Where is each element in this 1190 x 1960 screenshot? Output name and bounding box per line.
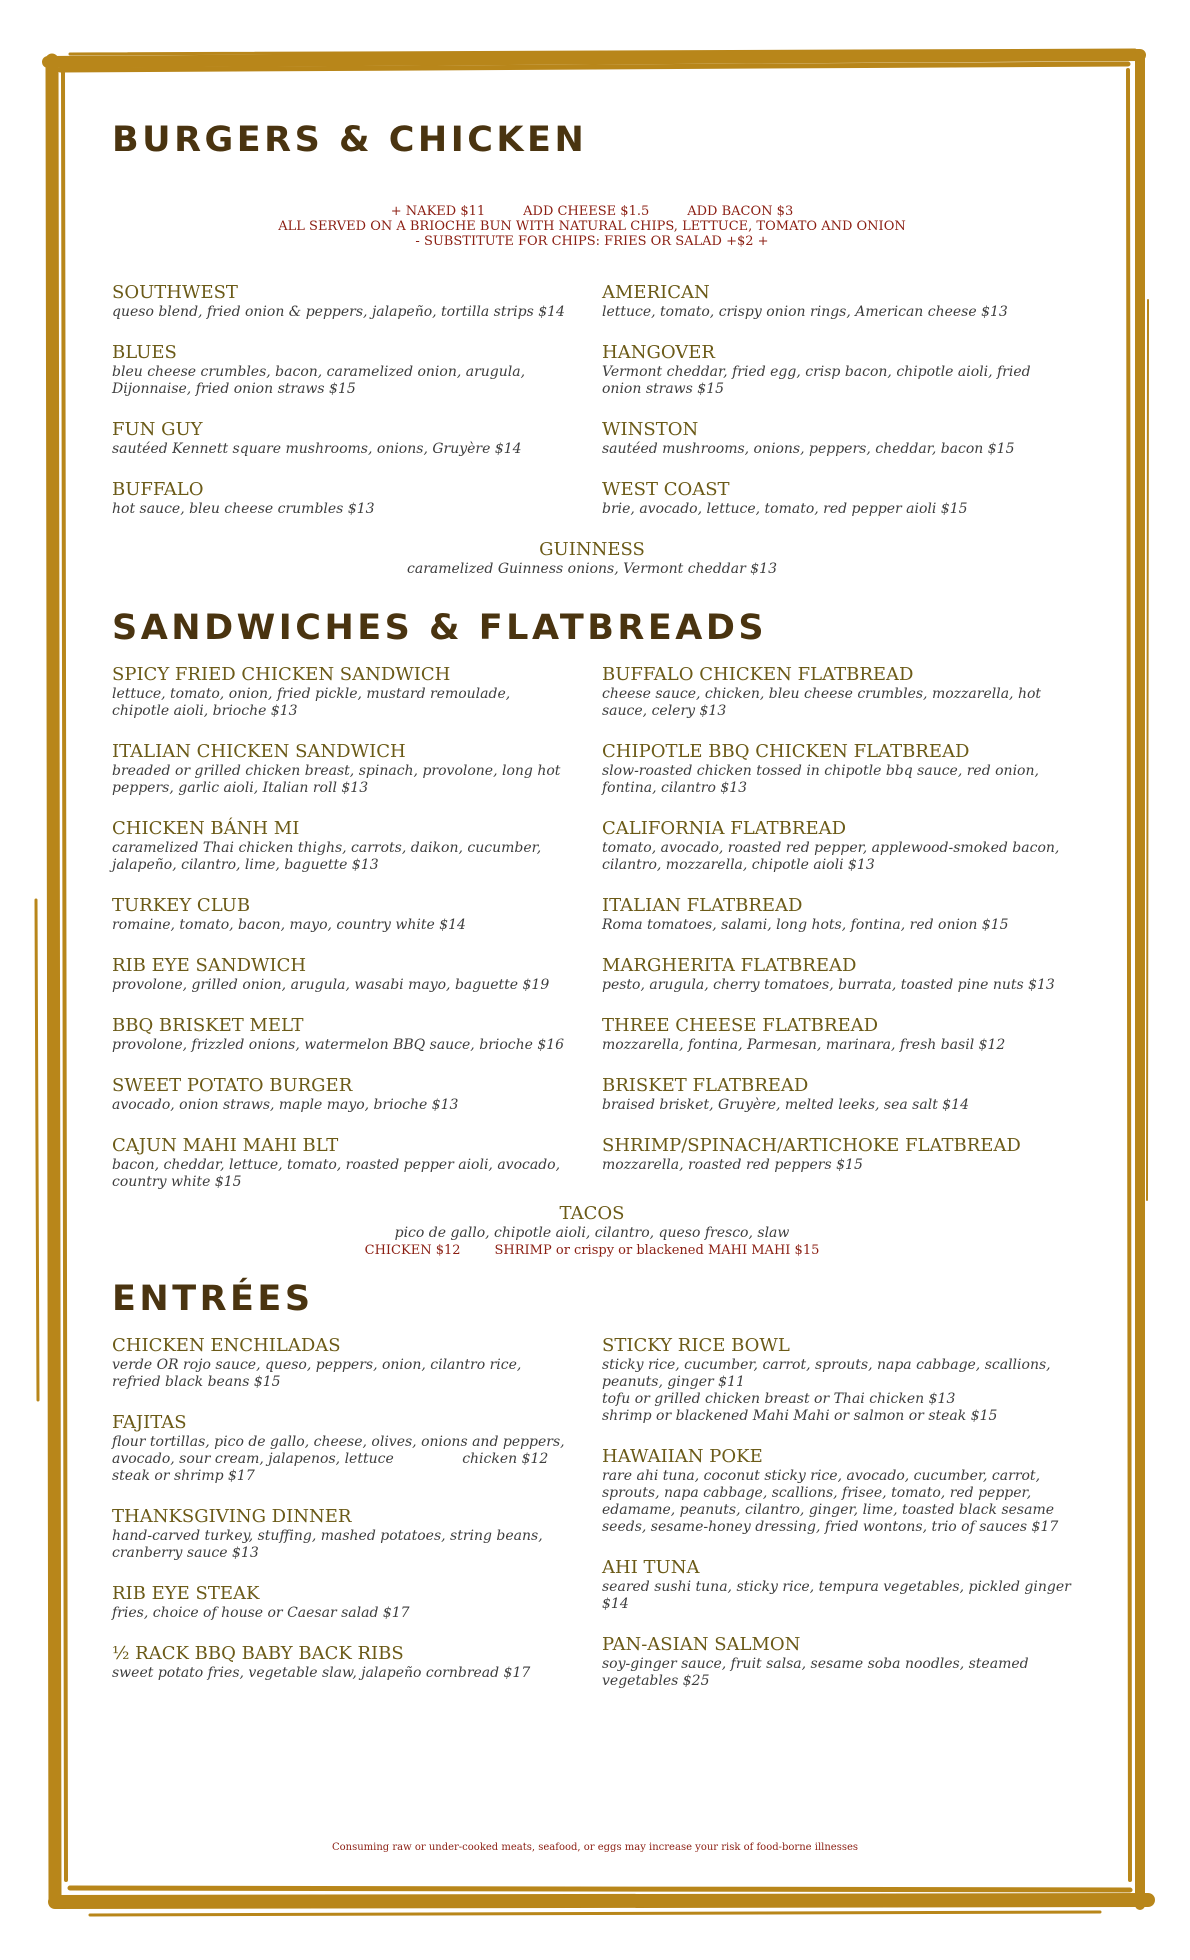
item-description: lettuce, tomato, onion, fried pickle, mustard remoulade, chipotle aioli, brioche $13: [112, 686, 511, 719]
menu-item: [112, 342, 567, 398]
menu-item: [602, 1075, 1072, 1114]
menu-item: [602, 1446, 1072, 1536]
item-description: caramelized Guinness onions, Vermont cheddar $13: [407, 561, 777, 577]
entrees-left-column: [112, 1335, 567, 1711]
entrees-columns: [112, 1335, 1072, 1711]
item-name: GUINNESS: [539, 539, 645, 560]
item-description: sautéed mushrooms, onions, peppers, cheddar, bacon $15: [602, 441, 1015, 457]
entrees-right-column: [602, 1335, 1072, 1711]
add-bacon-option: ADD BACON $3: [687, 204, 794, 219]
menu-item: [602, 419, 1072, 458]
item-description: avocado, onion straws, maple mayo, brioche $13: [112, 1097, 459, 1113]
item-description: slow-roasted chicken tossed in chipotle bbq sauce, red onion, fontina, cilantro $13: [602, 763, 1039, 796]
tacos-item: [112, 1203, 1072, 1259]
fajitas-steak-price: steak or shrimp $17: [112, 1468, 255, 1484]
item-name: BUFFALO: [112, 479, 204, 500]
burgers-title: BURGERS & CHICKEN: [112, 120, 588, 160]
menu-item: [112, 1506, 567, 1562]
burgers-notes: [112, 204, 1072, 249]
tacos-options: [112, 1242, 1072, 1259]
item-name: MARGHERITA FLATBREAD: [602, 955, 857, 976]
item-name: SWEET POTATO BURGER: [112, 1075, 353, 1096]
menu-item: [602, 818, 1072, 874]
guinness-item: [112, 539, 1072, 578]
item-description: fries, choice of house or Caesar salad $17: [112, 1605, 410, 1621]
menu-item: [112, 818, 567, 874]
item-name: ITALIAN CHICKEN SANDWICH: [112, 741, 406, 762]
item-name: CHICKEN BÁNH MI: [112, 818, 300, 839]
menu-item: [602, 955, 1072, 994]
item-name: CHICKEN ENCHILADAS: [112, 1335, 341, 1356]
item-name: SPICY FRIED CHICKEN SANDWICH: [112, 664, 451, 685]
item-name: SHRIMP/SPINACH/ARTICHOKE FLATBREAD: [602, 1135, 1021, 1156]
menu-item: [602, 664, 1072, 720]
sandwiches-right-column: [602, 664, 1072, 1203]
item-name: WEST COAST: [602, 479, 730, 500]
menu-item: [112, 1075, 567, 1114]
item-description: brie, avocado, lettuce, tomato, red pepper aioli $15: [602, 501, 968, 517]
item-description: [602, 1357, 1072, 1425]
naked-option: + NAKED $11: [390, 204, 486, 219]
menu-item: [112, 741, 567, 797]
fajitas-description: flour tortillas, pico de gallo, cheese, olives, onions and peppers, avocado, sour cream, jalapenos, lettuce: [112, 1434, 565, 1467]
item-description: hand-carved turkey, stuffing, mashed potatoes, string beans, cranberry sauce $13: [112, 1528, 543, 1561]
item-description: Vermont cheddar, fried egg, crisp bacon, chipotle aioli, fried onion straws $15: [602, 364, 1031, 397]
item-description: mozzarella, fontina, Parmesan, marinara, fresh basil $12: [602, 1037, 1006, 1053]
menu-item: [112, 1335, 567, 1391]
sandwiches-left-column: [112, 664, 567, 1203]
rice-bowl-base: sticky rice, cucumber, carrot, sprouts, napa cabbage, scallions, peanuts, ginger $11: [602, 1357, 1051, 1390]
rice-bowl-protein-option: tofu or grilled chicken breast or Thai chicken $13: [602, 1391, 956, 1407]
menu-item: [602, 1135, 1072, 1174]
served-note: ALL SERVED ON A BRIOCHE BUN WITH NATURAL CHIPS, LETTUCE, TOMATO AND ONION: [278, 219, 906, 234]
menu-item: [602, 1015, 1072, 1054]
item-name: TURKEY CLUB: [112, 895, 251, 916]
item-name: WINSTON: [602, 419, 699, 440]
item-description: verde OR rojo sauce, queso, peppers, onion, cilantro rice, refried black beans $15: [112, 1357, 522, 1390]
item-name: RIB EYE SANDWICH: [112, 955, 307, 976]
menu-item: [112, 1583, 567, 1622]
menu-item: [112, 1015, 567, 1054]
entrees-title: ENTRÉES: [112, 1279, 314, 1319]
item-name: AMERICAN: [602, 282, 710, 303]
item-description: caramelized Thai chicken thighs, carrots, daikon, cucumber, jalapeño, cilantro, lime, baguette $13: [112, 840, 542, 873]
item-description: mozzarella, roasted red peppers $15: [602, 1157, 863, 1173]
menu-item: [112, 419, 567, 458]
sandwiches-title: SANDWICHES & FLATBREADS: [112, 608, 768, 648]
item-description: sweet potato fries, vegetable slaw, jalapeño cornbread $17: [112, 1665, 531, 1681]
menu-item: [112, 664, 567, 720]
menu-item: [602, 741, 1072, 797]
burgers-columns: [112, 282, 1072, 539]
item-name: RIB EYE STEAK: [112, 1583, 260, 1604]
tacos-chicken-option: CHICKEN $12: [364, 1243, 461, 1258]
item-name: ITALIAN FLATBREAD: [602, 895, 803, 916]
item-description: pico de gallo, chipotle aioli, cilantro, queso fresco, slaw: [394, 1225, 790, 1241]
item-name: BRISKET FLATBREAD: [602, 1075, 809, 1096]
item-description: Roma tomatoes, salami, long hots, fontina, red onion $15: [602, 917, 1009, 933]
menu-item: [602, 1634, 1072, 1690]
menu-item: [602, 1335, 1072, 1425]
item-description: braised brisket, Gruyère, melted leeks, sea salt $14: [602, 1097, 969, 1113]
menu-item: [112, 282, 567, 321]
item-description: queso blend, fried onion & peppers, jalapeño, tortilla strips $14: [112, 304, 565, 320]
item-name: FAJITAS: [112, 1412, 187, 1433]
item-name: THREE CHEESE FLATBREAD: [602, 1015, 879, 1036]
substitute-note: - SUBSTITUTE FOR CHIPS: FRIES OR SALAD +$2 +: [415, 234, 769, 249]
item-description: [112, 1434, 567, 1485]
item-name: AHI TUNA: [602, 1557, 700, 1578]
add-cheese-option: ADD CHEESE $1.5: [523, 204, 650, 219]
item-name: CHIPOTLE BBQ CHICKEN FLATBREAD: [602, 741, 970, 762]
item-description: pesto, arugula, cherry tomatoes, burrata, toasted pine nuts $13: [602, 977, 1055, 993]
menu-item: [602, 282, 1072, 321]
menu-item: [112, 1643, 567, 1682]
item-description: cheese sauce, chicken, bleu cheese crumbles, mozzarella, hot sauce, celery $13: [602, 686, 1042, 719]
menu-item: [112, 1412, 567, 1485]
item-name: BUFFALO CHICKEN FLATBREAD: [602, 664, 914, 685]
menu-item: [602, 479, 1072, 518]
item-name: BLUES: [112, 342, 177, 363]
item-description: bacon, cheddar, lettuce, tomato, roasted pepper aioli, avocado, country white $15: [112, 1157, 561, 1190]
item-name: THANKSGIVING DINNER: [112, 1506, 352, 1527]
item-description: sautéed Kennett square mushrooms, onions, Gruyère $14: [112, 441, 522, 457]
item-name: HANGOVER: [602, 342, 715, 363]
item-description: lettuce, tomato, crispy onion rings, American cheese $13: [602, 304, 1008, 320]
menu-content: [112, 120, 1072, 1711]
rice-bowl-seafood-option: shrimp or blackened Mahi Mahi or salmon or steak $15: [602, 1408, 998, 1424]
item-name: CALIFORNIA FLATBREAD: [602, 818, 847, 839]
burgers-right-column: [602, 282, 1072, 539]
fajitas-chicken-price: chicken $12: [462, 1451, 549, 1467]
item-description: tomato, avocado, roasted red pepper, applewood-smoked bacon, cilantro, mozzarella, chipotle aioli $13: [602, 840, 1060, 873]
menu-item: [602, 342, 1072, 398]
item-name: STICKY RICE BOWL: [602, 1335, 790, 1356]
item-description: provolone, grilled onion, arugula, wasabi mayo, baguette $19: [112, 977, 550, 993]
item-name: HAWAIIAN POKE: [602, 1446, 763, 1467]
item-name: CAJUN MAHI MAHI BLT: [112, 1135, 339, 1156]
food-safety-disclaimer: Consuming raw or under-cooked meats, seafood, or eggs may increase your risk of food-borne illnesses: [331, 1842, 859, 1853]
addons-line: [112, 204, 1072, 219]
menu-item: [112, 479, 567, 518]
item-description: hot sauce, bleu cheese crumbles $13: [112, 501, 375, 517]
tacos-shrimp-option: SHRIMP or crispy or blackened MAHI MAHI $15: [494, 1243, 820, 1258]
item-name: PAN-ASIAN SALMON: [602, 1634, 801, 1655]
item-name: SOUTHWEST: [112, 282, 238, 303]
menu-item: [112, 955, 567, 994]
item-name: FUN GUY: [112, 419, 203, 440]
item-description: bleu cheese crumbles, bacon, caramelized onion, arugula, Dijonnaise, fried onion straws $15: [112, 364, 526, 397]
item-name: BBQ BRISKET MELT: [112, 1015, 304, 1036]
item-description: breaded or grilled chicken breast, spinach, provolone, long hot peppers, garlic aioli, Italian roll $13: [112, 763, 561, 796]
menu-item: [112, 1135, 567, 1191]
menu-item: [112, 895, 567, 934]
item-name: ½ RACK BBQ BABY BACK RIBS: [112, 1643, 404, 1664]
item-name: TACOS: [559, 1203, 625, 1224]
item-description: rare ahi tuna, coconut sticky rice, avocado, cucumber, carrot, sprouts, napa cabbage, scallions, frisee, tomato, red pepper, edamame, peanuts, cilantro, ginger, lime, toasted black sesame seeds, sesame-honey dressing, fried wontons, trio of sauces $17: [602, 1468, 1059, 1535]
burgers-left-column: [112, 282, 567, 539]
sandwiches-columns: [112, 664, 1072, 1203]
item-description: soy-ginger sauce, fruit salsa, sesame soba noodles, steamed vegetables $25: [602, 1656, 1029, 1689]
item-description: seared sushi tuna, sticky rice, tempura vegetables, pickled ginger $14: [602, 1579, 1071, 1612]
item-description: provolone, frizzled onions, watermelon BBQ sauce, brioche $16: [112, 1037, 565, 1053]
item-description: romaine, tomato, bacon, mayo, country white $14: [112, 917, 466, 933]
menu-item: [602, 1557, 1072, 1613]
menu-item: [602, 895, 1072, 934]
